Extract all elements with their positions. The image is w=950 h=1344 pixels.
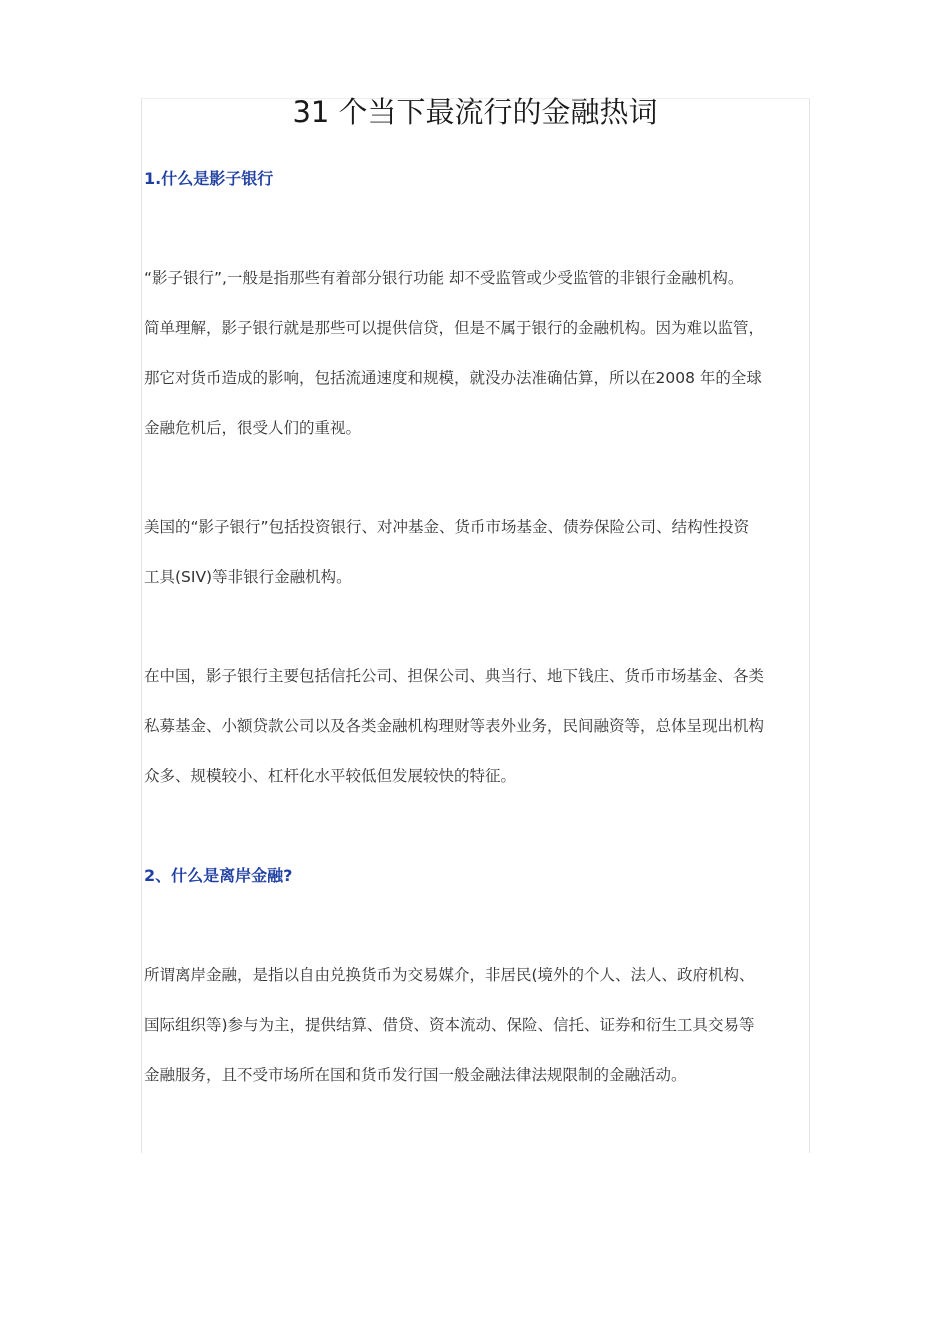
paragraph-line: 金融危机后，很受人们的重视。 <box>144 419 362 437</box>
paragraph-line: 那它对货币造成的影响，包括流通速度和规模，就没办法准确估算，所以在2008 年的全球 <box>144 369 762 387</box>
paragraph-line: 所谓离岸金融，是指以自由兑换货币为交易媒介，非居民(境外的个人、法人、政府机构、 <box>144 966 755 984</box>
paragraph-shadow-banking-definition <box>144 253 820 453</box>
paragraph-shadow-banking-us <box>144 502 820 602</box>
paragraph-line: 简单理解，影子银行就是那些可以提供信贷，但是不属于银行的金融机构。因为难以监管， <box>144 319 765 337</box>
paragraph-line: 工具(SIV)等非银行金融机构。 <box>144 568 352 586</box>
paragraph-line: 私募基金、小额贷款公司以及各类金融机构理财等表外业务，民间融资等，总体呈现出机构 <box>144 717 765 735</box>
section-heading-shadow-banking: 1.什么是影子银行 <box>144 169 274 188</box>
paragraph-line: 美国的“影子银行”包括投资银行、对冲基金、货币市场基金、债券保险公司、结构性投资 <box>144 518 750 536</box>
section-heading-offshore-finance: 2、什么是离岸金融? <box>144 866 293 885</box>
paragraph-offshore-finance-definition <box>144 950 820 1100</box>
paragraph-shadow-banking-china <box>144 651 820 801</box>
document-title: 31 个当下最流行的金融热词 <box>292 95 658 129</box>
paragraph-line: “影子银行”,一般是指那些有着部分银行功能 却不受监管或少受监管的非银行金融机构。 <box>144 269 744 287</box>
paragraph-line: 在中国，影子银行主要包括信托公司、担保公司、典当行、地下钱庄、货币市场基金、各类 <box>144 667 765 685</box>
paragraph-line: 金融服务，且不受市场所在国和货币发行国一般金融法律法规限制的金融活动。 <box>144 1066 687 1084</box>
paragraph-line: 众多、规模较小、杠杆化水平较低但发展较快的特征。 <box>144 767 517 785</box>
paragraph-line: 国际组织等)参与为主，提供结算、借贷、资本流动、保险、信托、证券和衍生工具交易等 <box>144 1016 755 1034</box>
